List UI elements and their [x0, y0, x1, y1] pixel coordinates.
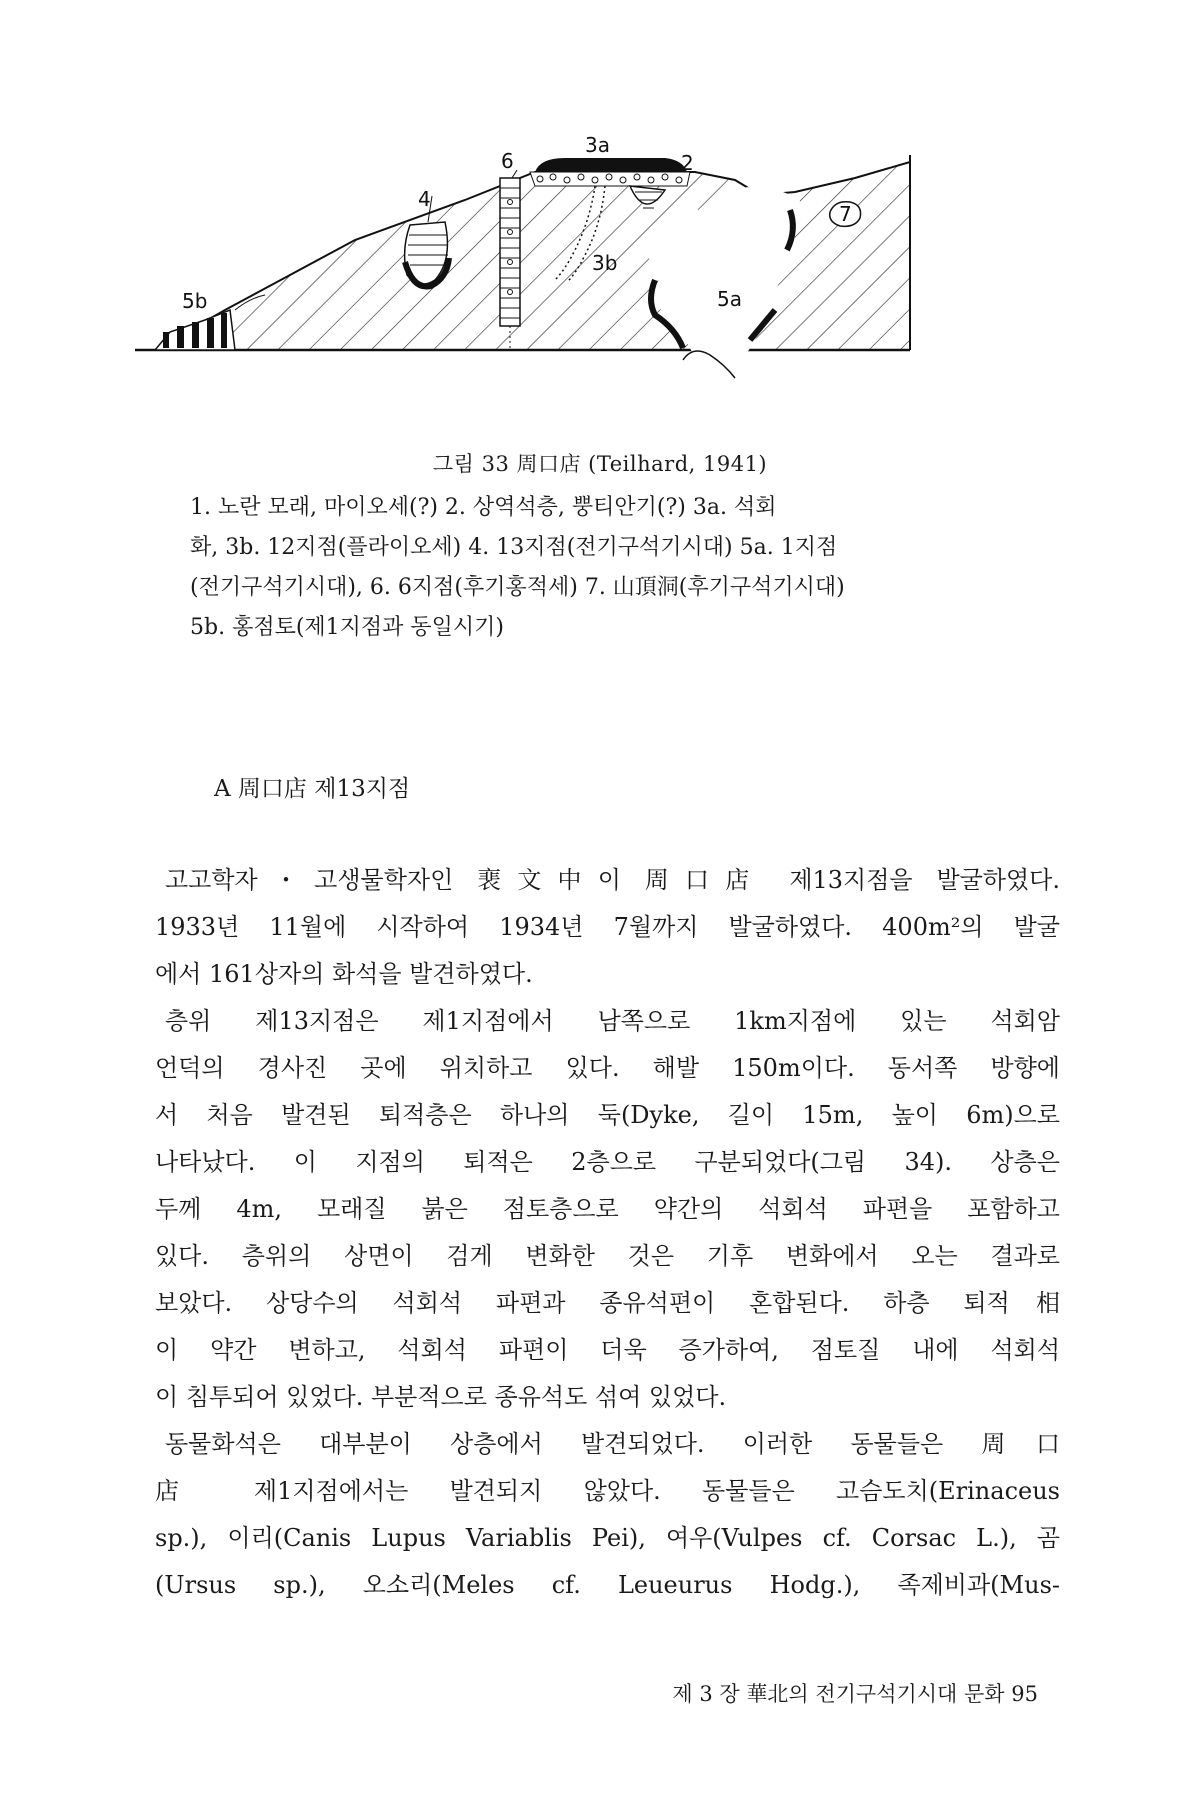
body-line: 에서 161상자의 화석을 발견하였다. — [155, 960, 533, 988]
caption-line: 1. 노란 모래, 마이오세(?) 2. 상역석층, 뿡티안기(?) 3a. 석회 — [190, 495, 777, 520]
body-line: 있다. 층위의 상면이 검게 변화한 것은 기후 변화에서 오는 결과로 — [155, 1242, 1060, 1270]
label-6: 6 — [501, 149, 514, 173]
body-line: (Ursus sp.), 오소리(Meles cf. Leueurus Hodg.), 족제비과(Mus- — [155, 1571, 1060, 1599]
body-line: 동물화석은 대부분이 상층에서 발견되었다. 이러한 동물들은 周口 — [165, 1430, 1060, 1458]
body-line: 고고학자・고생물학자인 裵文中이 周口店 제13지점을 발굴하였다. — [165, 866, 1060, 894]
label-5a: 5a — [717, 287, 742, 311]
caption-line: (전기구석기시대), 6. 6지점(후기홍적세) 7. 山頂洞(후기구석기시대) — [190, 575, 845, 600]
body-line: 층위 제13지점은 제1지점에서 남쪽으로 1km지점에 있는 석회암 — [165, 1007, 1060, 1035]
body-line: 이 침투되어 있었다. 부분적으로 종유석도 섞여 있었다. — [155, 1383, 727, 1411]
label-7: 7 — [839, 202, 852, 226]
limestone-hill — [155, 162, 910, 350]
label-3a: 3a — [585, 133, 610, 157]
body-line: 두께 4m, 모래질 붉은 점토층으로 약간의 석회석 파편을 포함하고 — [155, 1195, 1060, 1223]
caption-line: 5b. 홍점토(제1지점과 동일시기) — [190, 615, 504, 640]
body-line: sp.), 이리(Canis Lupus Variablis Pei), 여우(Vulpes cf. Corsac L.), 곰 — [155, 1524, 1060, 1552]
caption-line: 화, 3b. 12지점(플라이오세) 4. 13지점(전기구석기시대) 5a. 1지점 — [190, 535, 838, 560]
section-heading: A 周口店 제13지점 — [214, 776, 411, 802]
label-4: 4 — [418, 187, 431, 211]
body-line: 서 처음 발견된 퇴적층은 하나의 둑(Dyke, 길이 15m, 높이 6m)으로 — [155, 1101, 1060, 1129]
body-line: 1933년 11월에 시작하여 1934년 7월까지 발굴하였다. 400m²의 발굴 — [155, 913, 1060, 941]
geological-cross-section-figure — [135, 133, 1055, 435]
body-line: 보았다. 상당수의 석회석 파편과 종유석편이 혼합된다. 하층 퇴적相 — [155, 1289, 1060, 1317]
body-line: 나타났다. 이 지점의 퇴적은 2층으로 구분되었다(그림 34). 상층은 — [155, 1148, 1060, 1176]
label-3b: 3b — [592, 251, 618, 275]
figure-caption-title: 그림 33 周口店 (Teilhard, 1941) — [432, 452, 768, 476]
body-line: 이 약간 변하고, 석회석 파편이 더욱 증가하여, 점토질 내에 석회석 — [155, 1336, 1060, 1364]
label-5b: 5b — [182, 289, 208, 313]
page-footer: 제 3 장 華北의 전기구석기시대 문화 95 — [672, 1682, 1038, 1706]
body-line: 店 제1지점에서는 발견되지 않았다. 동물들은 고슴도치(Erinaceus — [155, 1477, 1060, 1505]
layer-3a — [535, 158, 687, 172]
label-2: 2 — [681, 151, 694, 175]
body-line: 언덕의 경사진 곳에 위치하고 있다. 해발 150m이다. 동서쪽 방향에 — [155, 1054, 1060, 1082]
